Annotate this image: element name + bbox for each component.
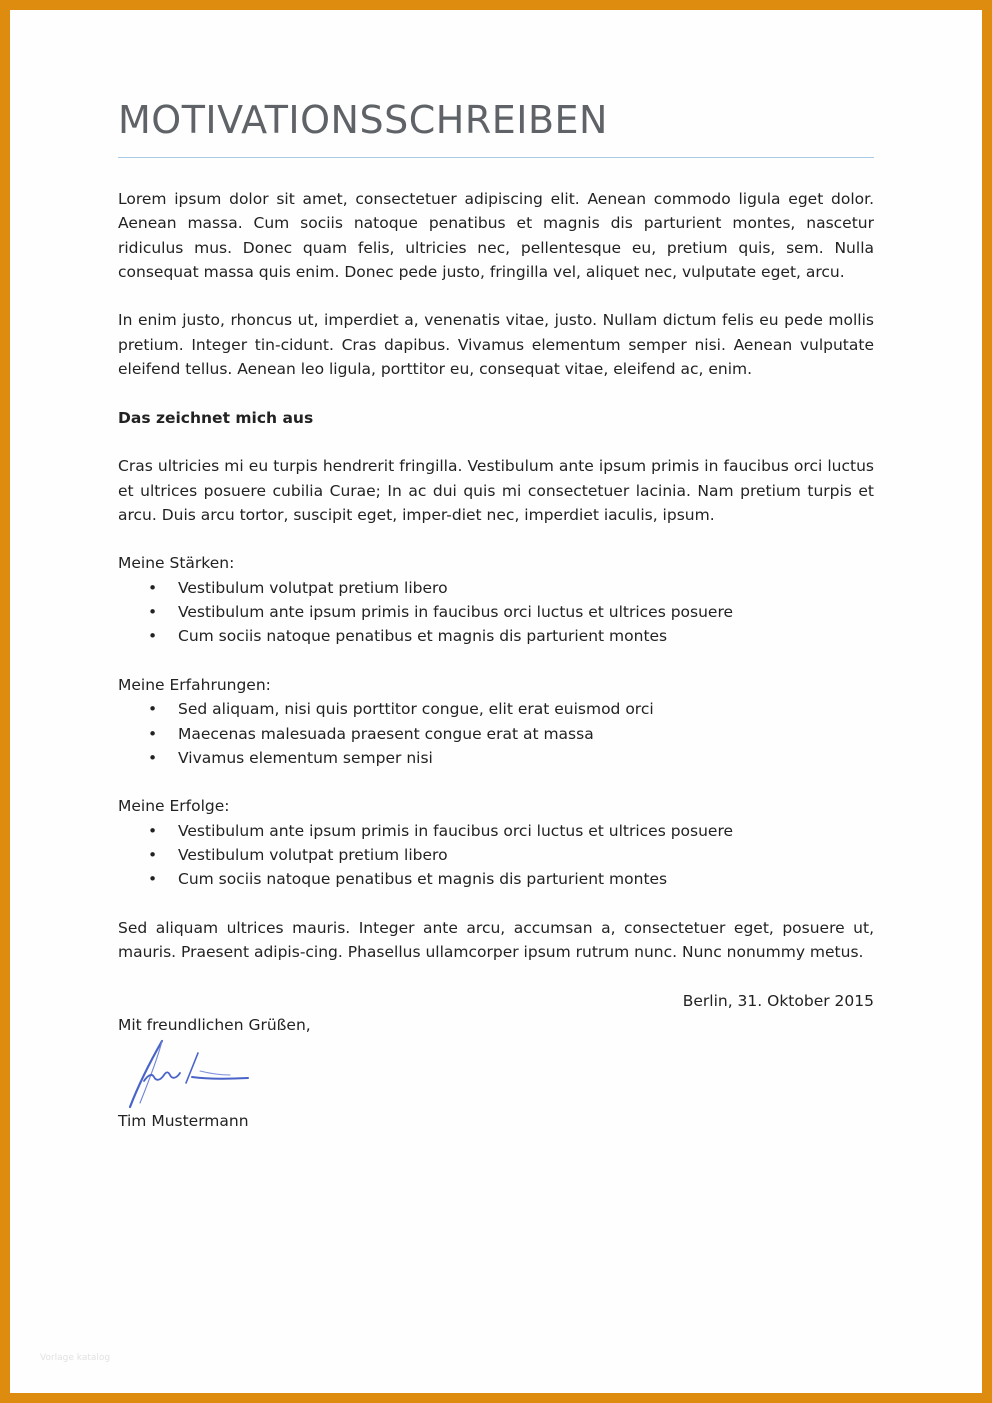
- strengths-label: Meine Stärken:: [118, 554, 235, 573]
- achievements-label: Meine Erfolge:: [118, 797, 230, 816]
- watermark: Vorlage katalog: [40, 1353, 111, 1363]
- letter-body: [118, 187, 874, 1134]
- list-item-text: Vivamus elementum semper nisi: [178, 748, 433, 767]
- achievements-list: [118, 819, 874, 892]
- title-divider: [118, 157, 874, 158]
- intro-paragraph-1: Lorem ipsum dolor sit amet, consectetuer adipiscing elit. Aenean commodo ligula eget dolor. Aenean massa. Cum sociis natoque penatibus et magnis dis parturient montes, nascetur ridiculus mus. Donec quam felis, ultricies nec, pellentesque eu, pretium quis, sem. Nulla consequat massa quis enim. Donec pede justo, fringilla vel, aliquet nec, vulputate eget, arcu.: [118, 190, 874, 281]
- bullet-icon: •: [148, 724, 158, 743]
- list-item-text: Vestibulum volutpat pretium libero: [178, 846, 448, 865]
- bullet-icon: •: [148, 748, 158, 767]
- bullet-icon: •: [148, 578, 158, 597]
- list-item-text: Cum sociis natoque penatibus et magnis dis parturient montes: [178, 627, 668, 646]
- document-title: MOTIVATIONSSCHREIBEN: [118, 98, 608, 142]
- signature-icon: [118, 1037, 258, 1109]
- bullet-icon: •: [148, 821, 158, 840]
- letter-date: Berlin, 31. Oktober 2015: [682, 991, 874, 1010]
- list-item: [148, 867, 874, 891]
- bullet-icon: •: [148, 603, 158, 622]
- list-item-text: Sed aliquam, nisi quis porttitor congue, elit erat euismod orci: [178, 700, 654, 719]
- intro-paragraph-2: In enim justo, rhoncus ut, imperdiet a, venenatis vitae, justo. Nullam dictum felis eu pede mollis pretium. Integer tin-cidunt. Cras dapibus. Vivamus elementum semper nisi. Aenean vulputate eleifend tellus. Aenean leo ligula, porttitor eu, consequat vitae, eleifend ac, enim.: [118, 311, 874, 379]
- bullet-icon: •: [148, 870, 158, 889]
- list-item: [148, 600, 874, 624]
- closing-paragraph: Sed aliquam ultrices mauris. Integer ante arcu, accumsan a, consectetuer eget, posuere ut, mauris. Praesent adipis-cing. Phasellus ullamcorper ipsum rutrum nunc. Nunc nonummy metus.: [118, 918, 874, 962]
- list-item-text: Vestibulum ante ipsum primis in faucibus orci luctus et ultrices posuere: [178, 603, 734, 622]
- list-item: [148, 624, 874, 648]
- list-item: [148, 697, 874, 721]
- bullet-icon: •: [148, 846, 158, 865]
- list-item-text: Vestibulum ante ipsum primis in faucibus orci luctus et ultrices posuere: [178, 821, 734, 840]
- list-item-text: Maecenas malesuada praesent congue erat at massa: [178, 724, 594, 743]
- closing-block: [118, 989, 874, 1134]
- list-item: [148, 843, 874, 867]
- section-heading: Das zeichnet mich aus: [118, 408, 314, 427]
- list-item: [148, 576, 874, 600]
- list-item-text: Cum sociis natoque penatibus et magnis dis parturient montes: [178, 870, 668, 889]
- greeting: Mit freundlichen Grüßen,: [118, 1016, 311, 1035]
- document-page: [10, 10, 982, 1393]
- list-item: [148, 819, 874, 843]
- section-paragraph: Cras ultricies mi eu turpis hendrerit fringilla. Vestibulum ante ipsum primis in faucibus orci luctus et ultrices posuere cubilia Curae; In ac dui quis mi consectetuer lacinia. Nam pretium turpis et arcu. Duis arcu tortor, suscipit eget, imper-diet nec, imperdiet iaculis, ipsum.: [118, 457, 874, 524]
- bullet-icon: •: [148, 700, 158, 719]
- experience-label: Meine Erfahrungen:: [118, 675, 271, 694]
- list-item-text: Vestibulum volutpat pretium libero: [178, 578, 448, 597]
- list-item: [148, 746, 874, 770]
- bullet-icon: •: [148, 627, 158, 646]
- experience-list: [118, 697, 874, 770]
- strengths-list: [118, 576, 874, 649]
- list-item: [148, 722, 874, 746]
- signer-name: Tim Mustermann: [118, 1112, 249, 1131]
